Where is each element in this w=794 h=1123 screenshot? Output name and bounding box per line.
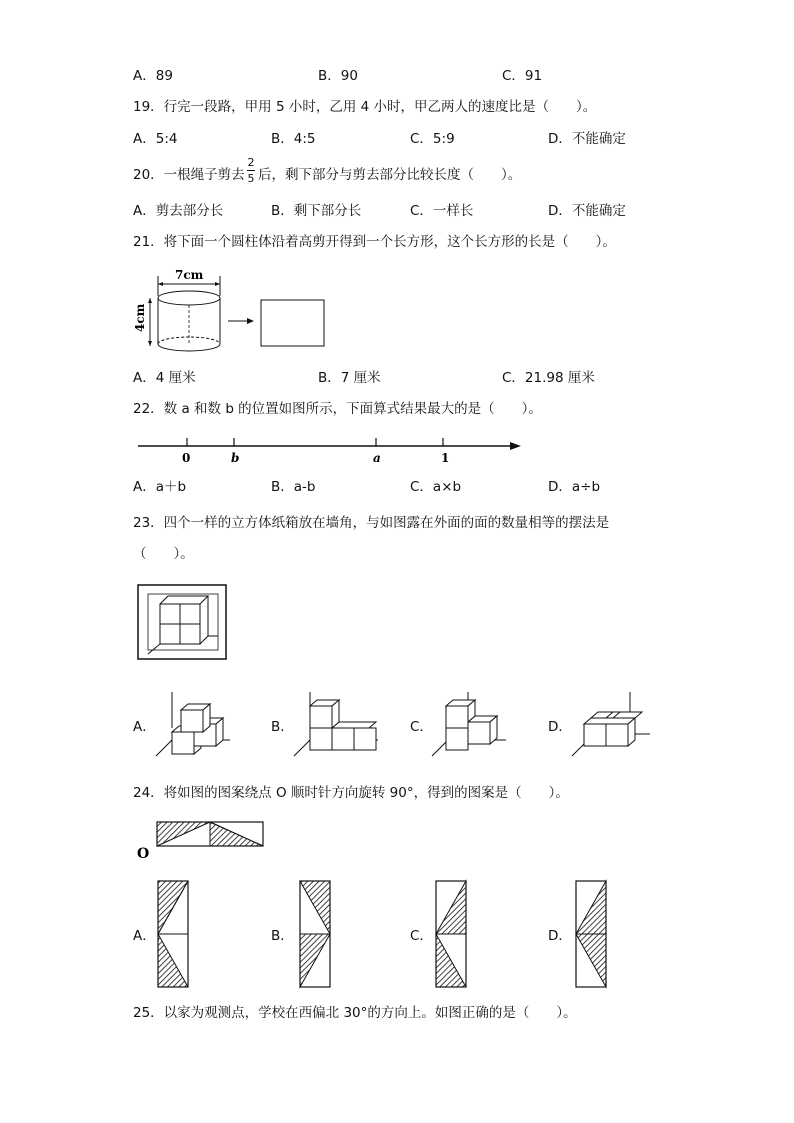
q24-option-d-figure xyxy=(574,879,608,991)
q22-option-d: D．a÷b xyxy=(548,479,601,495)
q24-option-b-figure xyxy=(298,879,332,991)
q19-option-b: B．4:5 xyxy=(271,131,316,147)
q21-stem: 21．将下面一个圆柱体沿着高剪开得到一个长方形，这个长方形的长是（ ）。 xyxy=(133,234,616,250)
q20-option-a: A．剪去部分长 xyxy=(133,203,224,219)
q19-option-c: C．5:9 xyxy=(410,131,455,147)
q19-stem: 19．行完一段路，甲用 5 小时，乙用 4 小时，甲乙两人的速度比是（ ）。 xyxy=(133,99,597,115)
q20-option-d: D．不能确定 xyxy=(548,203,626,219)
q23-option-d-figure xyxy=(568,688,658,758)
q22-option-c: C．a×b xyxy=(410,479,462,495)
q20-fraction-bar xyxy=(247,170,255,171)
q20-fraction-denominator: 5 xyxy=(247,172,255,185)
q23-option-c-figure xyxy=(428,688,508,758)
q24-option-c-figure xyxy=(434,879,468,991)
q21-cylinder-figure xyxy=(130,262,330,352)
q22-label-zero: 0 xyxy=(182,451,191,465)
q18-option-c: C．91 xyxy=(502,68,543,84)
q18-option-b: B．90 xyxy=(318,68,358,84)
q23-option-c-letter: C． xyxy=(410,719,433,735)
q23-option-b-letter: B． xyxy=(271,719,294,735)
q21-option-c: C．21.98 厘米 xyxy=(502,370,595,386)
q22-option-b: B．a-b xyxy=(271,479,316,495)
q22-number-line xyxy=(135,428,535,468)
q22-option-a: A．a＋b xyxy=(133,479,187,495)
q21-option-b: B．7 厘米 xyxy=(318,370,381,386)
q24-option-a-letter: A． xyxy=(133,928,156,944)
q20-option-c: C．一样长 xyxy=(410,203,474,219)
q22-label-a: a xyxy=(373,451,381,465)
q24-option-d-letter: D． xyxy=(548,928,572,944)
q22-label-one: 1 xyxy=(441,451,450,465)
q24-option-a-figure xyxy=(156,879,190,991)
q23-option-a-figure xyxy=(152,688,232,758)
q22-stem: 22．数 a 和数 b 的位置如图所示，下面算式结果最大的是（ ）。 xyxy=(133,401,542,417)
q20-stem-before: 20．一根绳子剪去 xyxy=(133,167,245,183)
q23-stem-line2: （ ）。 xyxy=(133,546,194,562)
q23-option-b-figure xyxy=(290,688,380,758)
q18-option-a: A．89 xyxy=(133,68,173,84)
q21-height-label: 4cm xyxy=(133,303,147,332)
q24-reference-pattern xyxy=(135,814,265,862)
q23-option-d-letter: D． xyxy=(548,719,572,735)
q23-option-a-letter: A． xyxy=(133,719,156,735)
q25-stem: 25．以家为观测点，学校在西偏北 30°的方向上。如图正确的是（ ）。 xyxy=(133,1005,577,1021)
q20-option-b: B．剩下部分长 xyxy=(271,203,362,219)
q23-reference-figure xyxy=(136,582,236,664)
q23-stem-line1: 23．四个一样的立方体纸箱放在墙角，与如图露在外面的面的数量相等的摆法是 xyxy=(133,515,610,531)
q21-diameter-label: 7cm xyxy=(175,268,204,282)
q21-option-a: A．4 厘米 xyxy=(133,370,196,386)
q19-option-a: A．5:4 xyxy=(133,131,178,147)
q24-option-b-letter: B． xyxy=(271,928,294,944)
q20-fraction-numerator: 2 xyxy=(247,156,255,169)
q24-option-c-letter: C． xyxy=(410,928,433,944)
q24-pivot-label: O xyxy=(137,846,150,862)
q24-stem: 24．将如图的图案绕点 O 顺时针方向旋转 90°，得到的图案是（ ）。 xyxy=(133,785,569,801)
q22-label-b: b xyxy=(231,451,240,465)
q19-option-d: D．不能确定 xyxy=(548,131,626,147)
q20-stem-after: 后，剩下部分与剪去部分比较长度（ ）。 xyxy=(258,167,522,183)
